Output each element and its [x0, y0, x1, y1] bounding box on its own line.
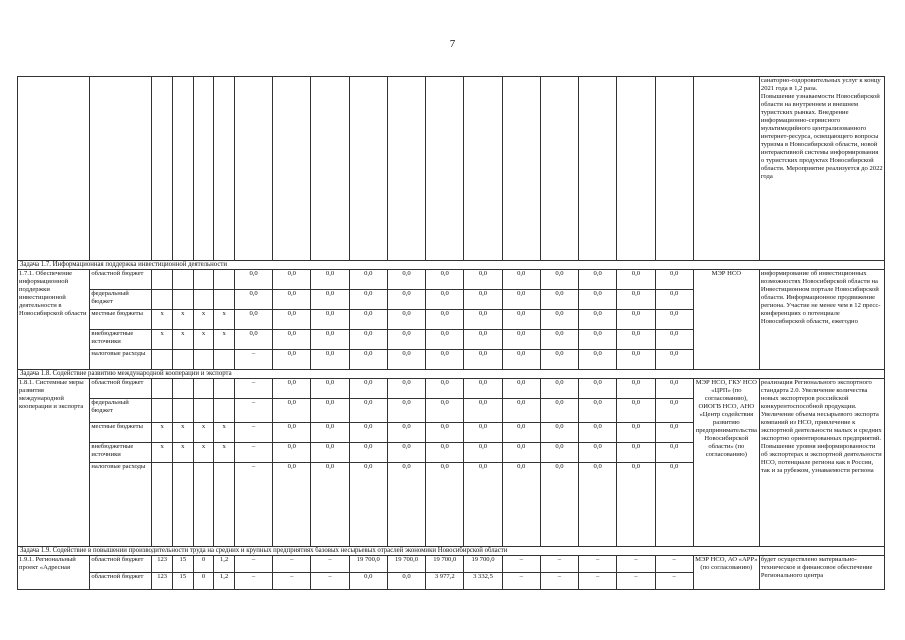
value-cell: 0,0	[579, 350, 617, 370]
value-cell: x	[214, 310, 235, 330]
value-cell: 0,0	[502, 290, 540, 310]
value-cell: 0,0	[502, 379, 540, 399]
value-cell: 0,0	[464, 310, 502, 330]
value-cell: 0,0	[540, 310, 578, 330]
value-cell	[214, 379, 235, 399]
value-cell: –	[311, 573, 349, 590]
value-cell: 0,0	[426, 399, 464, 423]
value-cell	[214, 290, 235, 310]
task-header-row	[18, 370, 885, 379]
continuation-row	[18, 77, 885, 261]
value-cell: 0,0	[311, 270, 349, 290]
funding-source: областной бюджет	[90, 379, 152, 399]
value-cell: 0,0	[426, 379, 464, 399]
value-cell: 0,0	[655, 443, 693, 463]
value-cell: 0,0	[655, 330, 693, 350]
value-cell: –	[273, 573, 311, 590]
value-cell: 0,0	[349, 573, 387, 590]
empty-cell	[172, 77, 193, 261]
value-cell: –	[617, 556, 655, 573]
value-cell: 0,0	[617, 463, 655, 547]
task-header-row	[18, 547, 885, 556]
empty-cell	[579, 77, 617, 261]
task-title: Задача 1.9. Содействие в повышении производительности труда на средних и крупных предприятиях базовых несырьевых отраслей экономики Новосибирской области	[18, 547, 885, 556]
value-cell	[152, 350, 173, 370]
funding-source: местные бюджеты	[90, 423, 152, 443]
value-cell: 0,0	[655, 270, 693, 290]
empty-cell	[349, 77, 387, 261]
value-cell: 0,0	[617, 443, 655, 463]
value-cell: 0,0	[387, 463, 425, 547]
value-cell: –	[234, 443, 272, 463]
table-row	[18, 270, 885, 290]
value-cell: 0,0	[387, 350, 425, 370]
task-title: Задача 1.7. Информационная поддержка инвестиционной деятельности	[18, 261, 885, 270]
value-cell: 0,0	[464, 330, 502, 350]
funding-source: областной бюджет	[90, 573, 152, 590]
value-cell: –	[579, 556, 617, 573]
value-cell: 0,0	[311, 379, 349, 399]
value-cell: –	[540, 573, 578, 590]
value-cell	[172, 270, 193, 290]
value-cell: x	[214, 423, 235, 443]
value-cell: –	[234, 423, 272, 443]
value-cell: 0,0	[387, 290, 425, 310]
value-cell: x	[152, 443, 173, 463]
value-cell: 0,0	[273, 350, 311, 370]
value-cell: 0,0	[617, 310, 655, 330]
value-cell	[193, 463, 214, 547]
value-cell: 0,0	[540, 399, 578, 423]
value-cell: 0,0	[349, 463, 387, 547]
value-cell: 0,0	[273, 379, 311, 399]
value-cell: –	[655, 573, 693, 590]
value-cell: 0,0	[426, 423, 464, 443]
value-cell	[172, 463, 193, 547]
value-cell: 0,0	[617, 270, 655, 290]
expected-result: будет осуществлено материально-техническое и финансовое обеспечение Регионального центра	[759, 556, 884, 590]
value-cell: 0,0	[655, 423, 693, 443]
value-cell: 0,0	[617, 423, 655, 443]
value-cell	[152, 399, 173, 423]
value-cell: 0,0	[426, 290, 464, 310]
value-cell: 0,0	[502, 310, 540, 330]
value-cell: –	[273, 556, 311, 573]
value-cell: 0,0	[349, 310, 387, 330]
empty-cell	[152, 77, 173, 261]
value-cell: 0,0	[502, 350, 540, 370]
value-cell: 123	[152, 556, 173, 573]
table-row	[18, 379, 885, 399]
value-cell: 0,0	[579, 270, 617, 290]
value-cell: 0,0	[387, 330, 425, 350]
value-cell: 0	[193, 573, 214, 590]
value-cell: 1,2	[214, 556, 235, 573]
value-cell	[193, 399, 214, 423]
value-cell: 19 700,0	[464, 556, 502, 573]
funding-source: налоговые расходы	[90, 350, 152, 370]
value-cell: 0,0	[579, 443, 617, 463]
value-cell: 0,0	[464, 463, 502, 547]
value-cell	[152, 270, 173, 290]
value-cell	[214, 399, 235, 423]
value-cell: 0,0	[579, 463, 617, 547]
value-cell: 0,0	[617, 350, 655, 370]
value-cell: x	[152, 423, 173, 443]
value-cell: –	[579, 573, 617, 590]
value-cell: 0,0	[540, 350, 578, 370]
empty-cell	[214, 77, 235, 261]
value-cell	[152, 379, 173, 399]
value-cell: 1,2	[214, 573, 235, 590]
task-title: Задача 1.8. Содействие развитию международной кооперации и экспорта	[18, 370, 885, 379]
value-cell: 15	[172, 556, 193, 573]
value-cell: 0,0	[579, 290, 617, 310]
value-cell: 0,0	[464, 290, 502, 310]
value-cell: –	[502, 556, 540, 573]
page-number: 7	[449, 38, 456, 50]
value-cell: 0,0	[311, 290, 349, 310]
value-cell: 0,0	[502, 330, 540, 350]
value-cell: 0,0	[579, 423, 617, 443]
value-cell: 0,0	[349, 270, 387, 290]
value-cell: 0,0	[273, 270, 311, 290]
value-cell: –	[234, 463, 272, 547]
funding-source: внебюджетные источники	[90, 330, 152, 350]
value-cell: 0,0	[311, 330, 349, 350]
value-cell: 0,0	[617, 330, 655, 350]
funding-source: внебюджетные источники	[90, 443, 152, 463]
value-cell: x	[172, 330, 193, 350]
value-cell: 0,0	[502, 443, 540, 463]
value-cell: 0,0	[387, 310, 425, 330]
value-cell: 0,0	[579, 399, 617, 423]
value-cell: 0,0	[311, 350, 349, 370]
value-cell: 0,0	[426, 463, 464, 547]
empty-cell	[502, 77, 540, 261]
value-cell: 0,0	[273, 463, 311, 547]
value-cell: 0,0	[540, 443, 578, 463]
program-table	[17, 76, 885, 590]
funding-source: областной бюджет	[90, 556, 152, 573]
empty-cell	[617, 77, 655, 261]
value-cell: 0,0	[311, 463, 349, 547]
empty-cell	[18, 77, 90, 261]
empty-cell	[311, 77, 349, 261]
value-cell: –	[234, 573, 272, 590]
value-cell	[172, 379, 193, 399]
value-cell: –	[502, 573, 540, 590]
measure-name: 1.9.1. Региональный проект «Адресная	[18, 556, 90, 590]
value-cell: x	[214, 443, 235, 463]
value-cell: 0,0	[540, 330, 578, 350]
value-cell: x	[172, 310, 193, 330]
value-cell: 0,0	[273, 290, 311, 310]
funding-source: областной бюджет	[90, 270, 152, 290]
value-cell	[214, 463, 235, 547]
value-cell: 0,0	[464, 379, 502, 399]
value-cell: x	[214, 330, 235, 350]
value-cell: 0,0	[234, 290, 272, 310]
funding-source: федеральный бюджет	[90, 290, 152, 310]
value-cell: x	[193, 423, 214, 443]
value-cell: 0,0	[387, 443, 425, 463]
value-cell: 0,0	[349, 330, 387, 350]
empty-cell	[387, 77, 425, 261]
empty-cell	[90, 77, 152, 261]
value-cell: –	[234, 556, 272, 573]
value-cell: 0,0	[655, 310, 693, 330]
funding-source: федеральный бюджет	[90, 399, 152, 423]
value-cell: 0,0	[311, 443, 349, 463]
value-cell: x	[193, 443, 214, 463]
value-cell: –	[234, 350, 272, 370]
value-cell	[172, 350, 193, 370]
value-cell: 0,0	[655, 379, 693, 399]
value-cell: 0,0	[464, 350, 502, 370]
value-cell: 0,0	[579, 330, 617, 350]
value-cell: 3 977,2	[426, 573, 464, 590]
value-cell	[152, 463, 173, 547]
value-cell: 0,0	[655, 290, 693, 310]
value-cell: x	[152, 310, 173, 330]
value-cell: 0,0	[617, 290, 655, 310]
value-cell: 0,0	[464, 399, 502, 423]
responsible-executor: МЭР НСО, АО «АРР» (по согласованию)	[693, 556, 759, 590]
value-cell: 0,0	[387, 270, 425, 290]
value-cell: 0,0	[617, 379, 655, 399]
value-cell: 0,0	[502, 270, 540, 290]
value-cell: 0,0	[502, 399, 540, 423]
responsible-executor: МЭР НСО, ГКУ НСО «ЦРП» (по согласованию), ОИОГВ НСО, АНО «Центр содействия развитию предпринимательства Новосибирской области» (по согласованию)	[693, 379, 759, 547]
value-cell: 0,0	[426, 330, 464, 350]
empty-cell	[234, 77, 272, 261]
value-cell: 0,0	[579, 379, 617, 399]
value-cell: 0,0	[349, 379, 387, 399]
value-cell: 0,0	[387, 379, 425, 399]
value-cell: 19 700,0	[387, 556, 425, 573]
value-cell: x	[172, 443, 193, 463]
value-cell: 0,0	[273, 399, 311, 423]
value-cell	[214, 270, 235, 290]
value-cell: –	[540, 556, 578, 573]
empty-cell	[540, 77, 578, 261]
value-cell: 0,0	[387, 423, 425, 443]
value-cell: x	[172, 423, 193, 443]
value-cell: 0,0	[387, 573, 425, 590]
value-cell: 0,0	[349, 290, 387, 310]
value-cell: 0,0	[234, 270, 272, 290]
value-cell: 0,0	[540, 290, 578, 310]
value-cell: 19 700,0	[426, 556, 464, 573]
expected-result: информирование об инвестиционных возможностях Новосибирской области на Инвестиционном портале Новосибирской области. Информационное продвижение региона. Участие не менее чем в 12 пресс-конференциях о потенциале Новосибирской области, ежегодно	[759, 270, 884, 370]
value-cell: 0,0	[426, 310, 464, 330]
empty-cell	[655, 77, 693, 261]
value-cell: 0,0	[349, 443, 387, 463]
value-cell: 0,0	[273, 310, 311, 330]
value-cell: 19 700,0	[349, 556, 387, 573]
empty-cell	[464, 77, 502, 261]
value-cell: x	[152, 330, 173, 350]
value-cell: 0,0	[311, 310, 349, 330]
value-cell: 0,0	[655, 399, 693, 423]
value-cell: –	[234, 379, 272, 399]
result-cell: санаторно-оздоровительных услуг к концу 2021 года в 1,2 раза. Повышение узнаваемости Новосибирской области на внутреннем и внешнем туристских рынках. Внедрение информационно-сервисного мультимедийного централизованного интернет-ресурса, освещающего вопросы туризма в Новосибирской области, новой интерактивной системы информирования о туристских продуктах Новосибирской области. Мероприятие реализуется до 2022 года	[759, 77, 884, 261]
measure-name: 1.7.1. Обеспечение информационной поддержки инвестиционной деятельности в Новосибирской области	[18, 270, 90, 370]
value-cell	[172, 399, 193, 423]
value-cell: 0,0	[426, 350, 464, 370]
value-cell: 0,0	[387, 399, 425, 423]
value-cell: 0,0	[464, 270, 502, 290]
value-cell: 0,0	[426, 443, 464, 463]
empty-cell	[693, 77, 759, 261]
value-cell	[193, 379, 214, 399]
value-cell: 0,0	[234, 330, 272, 350]
value-cell: 0,0	[273, 443, 311, 463]
value-cell: 0,0	[234, 310, 272, 330]
value-cell	[193, 290, 214, 310]
value-cell: 0,0	[464, 423, 502, 443]
value-cell: 0,0	[349, 399, 387, 423]
value-cell: 15	[172, 573, 193, 590]
value-cell: 0,0	[311, 423, 349, 443]
value-cell: 0,0	[540, 423, 578, 443]
value-cell: 0,0	[349, 350, 387, 370]
value-cell: 0,0	[579, 310, 617, 330]
value-cell	[193, 350, 214, 370]
value-cell: –	[234, 399, 272, 423]
value-cell: 3 332,5	[464, 573, 502, 590]
funding-source: местные бюджеты	[90, 310, 152, 330]
value-cell	[193, 270, 214, 290]
task-header-row	[18, 261, 885, 270]
value-cell: 0,0	[426, 270, 464, 290]
value-cell: x	[193, 330, 214, 350]
value-cell: –	[655, 556, 693, 573]
empty-cell	[273, 77, 311, 261]
value-cell: 0,0	[655, 463, 693, 547]
expected-result: реализация Регионального экспортного стандарта 2.0. Увеличение количества новых экспортеров российской конкурентоспособной продукции. Увеличение объема несырьевого экспорта компаний из НСО, привлечение к экспортной деятельности малых и средних экспортно ориентированных предприятий. Повышение уровня информированности об экспортерах и экспортной деятельности НСО, потенциале региона как в России, так и за рубежом, узнаваемости региона	[759, 379, 884, 547]
funding-source: налоговые расходы	[90, 463, 152, 547]
value-cell: 0,0	[617, 399, 655, 423]
value-cell	[214, 350, 235, 370]
value-cell: 123	[152, 573, 173, 590]
value-cell: 0,0	[540, 463, 578, 547]
value-cell	[152, 290, 173, 310]
value-cell: 0,0	[349, 423, 387, 443]
value-cell: 0,0	[464, 443, 502, 463]
value-cell: 0,0	[655, 350, 693, 370]
value-cell: 0,0	[540, 270, 578, 290]
value-cell: 0,0	[273, 330, 311, 350]
value-cell: –	[311, 556, 349, 573]
value-cell: 0,0	[502, 463, 540, 547]
value-cell: 0,0	[502, 423, 540, 443]
value-cell: 0,0	[540, 379, 578, 399]
value-cell: 0,0	[273, 423, 311, 443]
value-cell: –	[617, 573, 655, 590]
value-cell: 0,0	[311, 399, 349, 423]
value-cell: 0	[193, 556, 214, 573]
value-cell	[172, 290, 193, 310]
empty-cell	[426, 77, 464, 261]
measure-name: 1.8.1. Системные меры развития международной кооперации и экспорта	[18, 379, 90, 547]
responsible-executor: МЭР НСО	[693, 270, 759, 370]
empty-cell	[193, 77, 214, 261]
table-row	[18, 556, 885, 573]
value-cell: x	[193, 310, 214, 330]
